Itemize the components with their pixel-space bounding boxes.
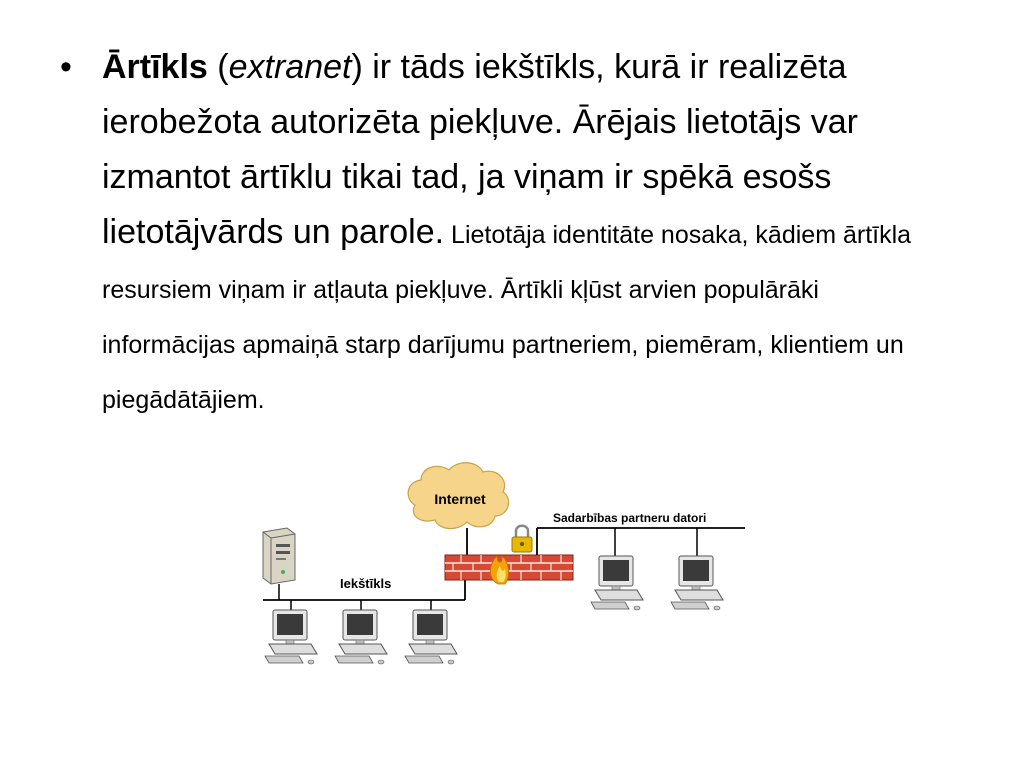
term-english: extranet [228,48,352,86]
computer-icon [265,610,317,664]
bullet-text [102,40,952,425]
lock-icon [512,526,532,552]
computer-icon [335,610,387,664]
computer-icon [671,556,723,610]
bullet-marker: • [60,48,72,86]
cloud-icon [408,463,508,529]
definition-text: ) ir tāds iekštīkls, kurā ir realizēta ierobežota autorizēta piekļuve. Ārējais lietotājs var izmantot ārtīklu tikai tad, ja viņam ir spēkā esošs lietotājvārds un parole. [102,48,858,251]
firewall-icon [445,555,573,580]
extranet-diagram [255,460,755,675]
partners-label: Sadarbības partneru datori [553,511,707,525]
server-icon [263,528,295,584]
computer-icon [405,610,457,664]
internet-label: Internet [434,491,486,507]
paren-open: ( [207,48,229,86]
detail-text: Lietotāja identitāte nosaka, kādiem ārtīkla resursiem viņam ir atļauta piekļuve. Ārtīkli kļūst arvien populārāki informācijas apmaiņā starp darījumu partneriem, piemēram, klientiem un piegādātājiem. [102,221,912,414]
intranet-label: Iekštīkls [340,576,392,591]
computer-icon [591,556,643,610]
term-bold: Ārtīkls [102,48,208,86]
